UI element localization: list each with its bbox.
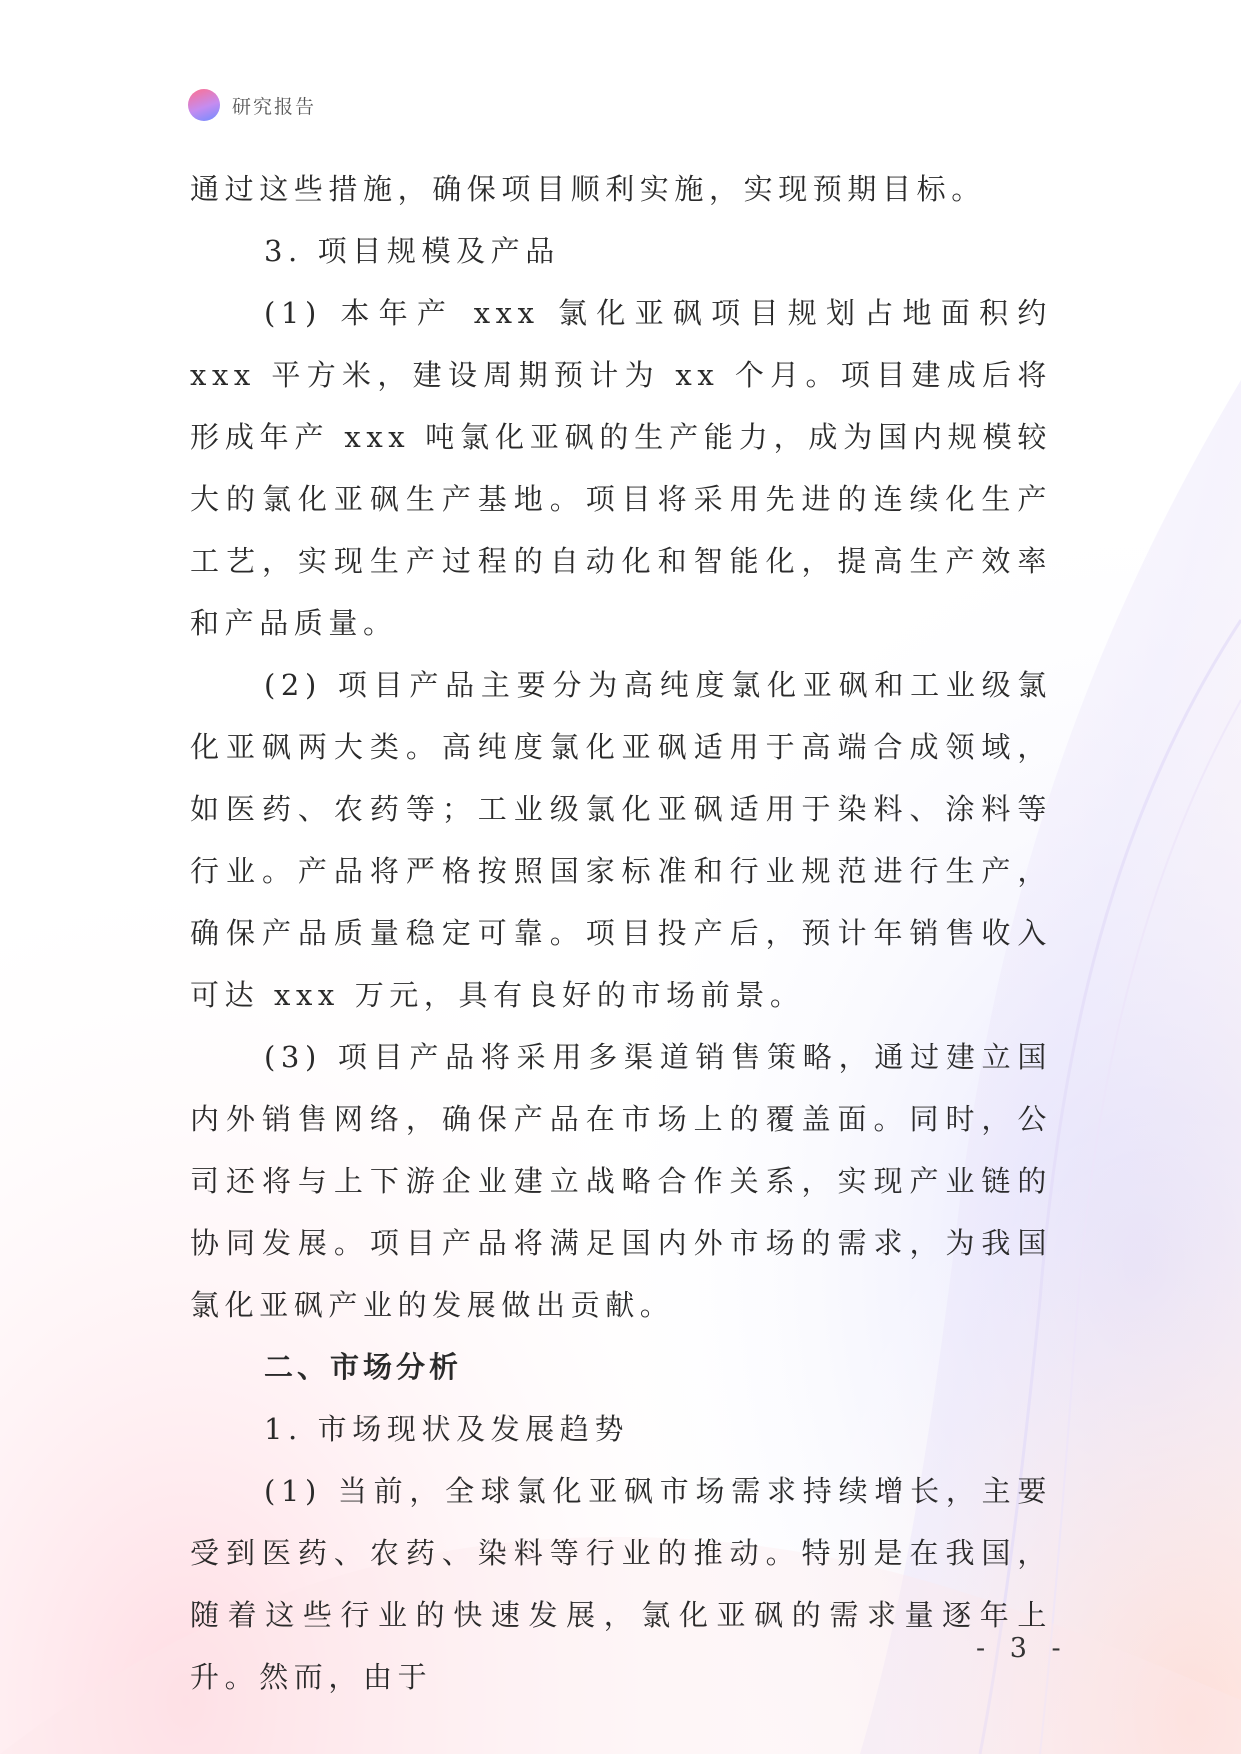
- section-heading-text: 二、市场分析: [264, 1350, 463, 1384]
- section-heading: [190, 1336, 1052, 1398]
- page-number: - 3 -: [976, 1633, 1069, 1664]
- paragraph: (1) 当前，全球氯化亚砜市场需求持续增长，主要受到医药、农药、染料等行业的推动。特别是在我国，随着这些行业的快速发展，氯化亚砜的需求量逐年上升。然而，由于: [190, 1474, 1052, 1694]
- paragraph: (2) 项目产品主要分为高纯度氯化亚砜和工业级氯化亚砜两大类。高纯度氯化亚砜适用于高端合成领域，如医药、农药等；工业级氯化亚砜适用于染料、涂料等行业。产品将严格按照国家标准和行业规范进行生产，确保产品质量稳定可靠。项目投产后，预计年销售收入可达 xxx 万元，具有良好的市场前景。: [190, 668, 1052, 1012]
- paragraph: (1) 本年产 xxx 氯化亚砜项目规划占地面积约 xxx 平方米，建设周期预计为 xx 个月。项目建成后将形成年产 xxx 吨氯化亚砜的生产能力，成为国内规模较大的氯化亚砜生产基地。项目将采用先进的连续化生产工艺，实现生产过程的自动化和智能化，提高生产效率和产品质量。: [190, 296, 1052, 640]
- paragraph: (3) 项目产品将采用多渠道销售策略，通过建立国内外销售网络，确保产品在市场上的覆盖面。同时，公司还将与上下游企业建立战略合作关系，实现产业链的协同发展。项目产品将满足国内外市场的需求，为我国氯化亚砜产业的发展做出贡献。: [190, 1040, 1052, 1322]
- paragraph: 1. 市场现状及发展趋势: [264, 1412, 630, 1446]
- document-body: [190, 158, 1052, 1708]
- report-header-title: 研究报告: [232, 95, 317, 118]
- paragraph: 通过这些措施，确保项目顺利实施，实现预期目标。: [190, 172, 986, 206]
- report-header: [188, 89, 316, 121]
- report-logo-icon: [188, 89, 220, 121]
- paragraph: 3. 项目规模及产品: [264, 234, 560, 268]
